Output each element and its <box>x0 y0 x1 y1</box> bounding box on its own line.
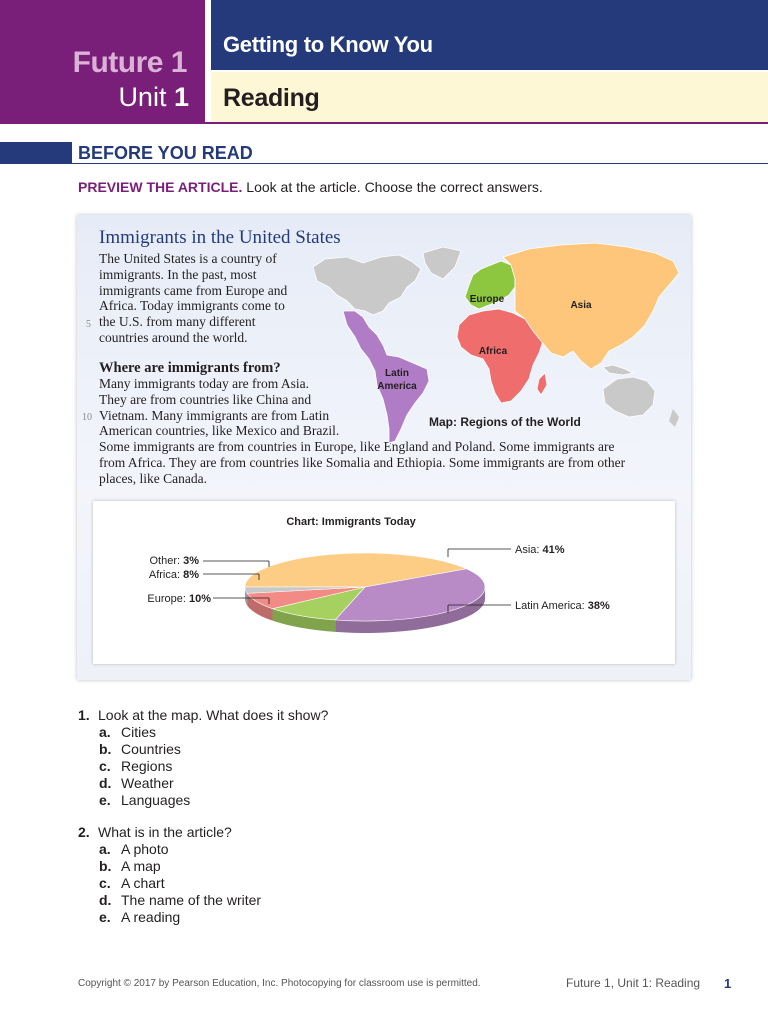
option-letter: c. <box>99 875 111 891</box>
line-number-5: 5 <box>86 319 91 330</box>
para1-line: The United States is a country of <box>99 251 277 266</box>
header-series-block <box>0 0 205 122</box>
africa-value: 8% <box>183 569 199 581</box>
option-letter: d. <box>99 892 112 908</box>
copyright-notice: Copyright © 2017 by Pearson Education, Inc. Photocopying for classroom use is permitted. <box>78 978 481 989</box>
header-topic-bar <box>211 0 768 70</box>
unit-word: Unit <box>118 82 167 112</box>
before-you-read-heading: BEFORE YOU READ <box>78 143 253 163</box>
line-number-10: 10 <box>82 412 92 423</box>
option-text: The name of the writer <box>121 892 262 908</box>
para2-line: American countries, like Mexico and Brazil. <box>99 423 340 439</box>
map-label-africa: Africa <box>478 346 508 357</box>
other-value: 3% <box>183 555 199 567</box>
chart-label-other <box>149 555 199 567</box>
q1-option-b[interactable] <box>99 741 181 757</box>
article-subheading: Where are immigrants from? <box>99 360 281 376</box>
europe-value: 10% <box>188 593 211 605</box>
map-madagascar <box>537 373 547 395</box>
article-panel <box>77 215 691 680</box>
q2-option-c[interactable] <box>99 875 165 891</box>
page-number: 1 <box>724 976 732 991</box>
pie-tops <box>245 553 485 621</box>
q2-option-d[interactable] <box>99 892 261 908</box>
topic-title: Getting to Know You <box>223 32 433 57</box>
para1-line: countries around the world. <box>99 329 248 345</box>
series-title: Future 1 <box>72 46 187 79</box>
map-label-latin: Latin <box>385 368 409 379</box>
map-label-europe: Europe <box>469 294 505 305</box>
map-north-america <box>313 255 421 315</box>
map-caption: Map: Regions of the World <box>429 415 581 429</box>
q2-option-a[interactable] <box>99 841 169 857</box>
footer-running-title: Future 1, Unit 1: Reading <box>566 976 701 990</box>
map-islands <box>603 365 633 375</box>
para1-line: the U.S. from many different <box>99 314 256 330</box>
question-number: 2. <box>78 824 90 840</box>
pie-chart <box>93 501 675 664</box>
asia-value: 41% <box>542 544 565 556</box>
option-text: Regions <box>121 758 173 774</box>
option-text: A photo <box>121 841 169 857</box>
para1-line: immigrants. In the past, most <box>99 266 257 282</box>
para2-line: They are from countries like China and <box>99 391 312 407</box>
option-text: A reading <box>121 909 181 925</box>
map-australia <box>603 377 655 417</box>
unit-label <box>118 82 189 113</box>
option-text: Weather <box>121 775 174 791</box>
option-letter: d. <box>99 775 112 791</box>
option-letter: a. <box>99 841 111 857</box>
other-label: Other: <box>149 555 184 567</box>
article-title: Immigrants in the United States <box>99 227 341 248</box>
instruction-lead: PREVIEW THE ARTICLE. <box>78 179 243 195</box>
option-letter: a. <box>99 724 111 740</box>
option-text: Countries <box>121 741 181 757</box>
chart-title: Chart: Immigrants Today <box>286 516 416 528</box>
question-text: What is in the article? <box>98 824 232 840</box>
q2-option-e[interactable] <box>99 909 180 925</box>
question-1 <box>78 707 328 723</box>
latin-label: Latin America: <box>515 600 588 612</box>
instruction <box>78 179 543 195</box>
header-rule <box>0 122 768 124</box>
question-2 <box>78 824 232 840</box>
chart-label-asia <box>515 544 565 556</box>
q1-option-c[interactable] <box>99 758 172 774</box>
chart-label-europe <box>147 593 211 605</box>
section-marker <box>0 142 72 164</box>
section-title: Reading <box>223 84 320 112</box>
para3-line: from Africa. They are from countries like Somalia and Ethiopia. Some immigrants are from other <box>99 454 626 470</box>
chart-label-latin <box>515 600 610 612</box>
para1-line: Africa. Today immigrants come to <box>99 298 285 314</box>
europe-label: Europe: <box>147 593 189 605</box>
option-letter: e. <box>99 792 111 808</box>
option-letter: b. <box>99 858 112 874</box>
para2-line: Vietnam. Many immigrants are from Latin <box>99 407 330 423</box>
option-text: Cities <box>121 724 157 740</box>
option-text: Languages <box>121 792 191 808</box>
unit-number: 1 <box>173 82 189 112</box>
q1-option-d[interactable] <box>99 775 174 791</box>
para3-line: Some immigrants are from countries in Europe, like England and Poland. Some immigrants are <box>99 439 615 454</box>
para3-line: places, like Canada. <box>99 470 207 486</box>
map-greenland <box>423 247 461 279</box>
q1-option-e[interactable] <box>99 792 190 808</box>
pie-chart-box <box>93 501 675 664</box>
question-number: 1. <box>78 707 90 723</box>
map-new-zealand <box>669 409 679 427</box>
option-letter: b. <box>99 741 112 757</box>
option-letter: c. <box>99 758 111 774</box>
map-label-asia: Asia <box>570 300 592 311</box>
article-paragraph-1 <box>99 251 319 346</box>
map-label-america: America <box>377 381 417 392</box>
option-text: A chart <box>121 875 165 891</box>
option-letter: e. <box>99 909 111 925</box>
q2-option-b[interactable] <box>99 858 161 874</box>
instruction-text: Look at the article. Choose the correct answers. <box>242 179 543 195</box>
asia-label: Asia: <box>515 544 543 556</box>
latin-value: 38% <box>587 600 610 612</box>
q1-option-a[interactable] <box>99 724 156 740</box>
question-text: Look at the map. What does it show? <box>98 707 329 723</box>
chart-label-africa <box>149 569 199 581</box>
option-text: A map <box>121 858 161 874</box>
africa-label: Africa: <box>148 569 184 581</box>
para2-line: Many immigrants today are from Asia. <box>99 376 309 391</box>
header-section-bar <box>211 72 768 122</box>
para1-line: immigrants came from Europe and <box>99 282 288 298</box>
